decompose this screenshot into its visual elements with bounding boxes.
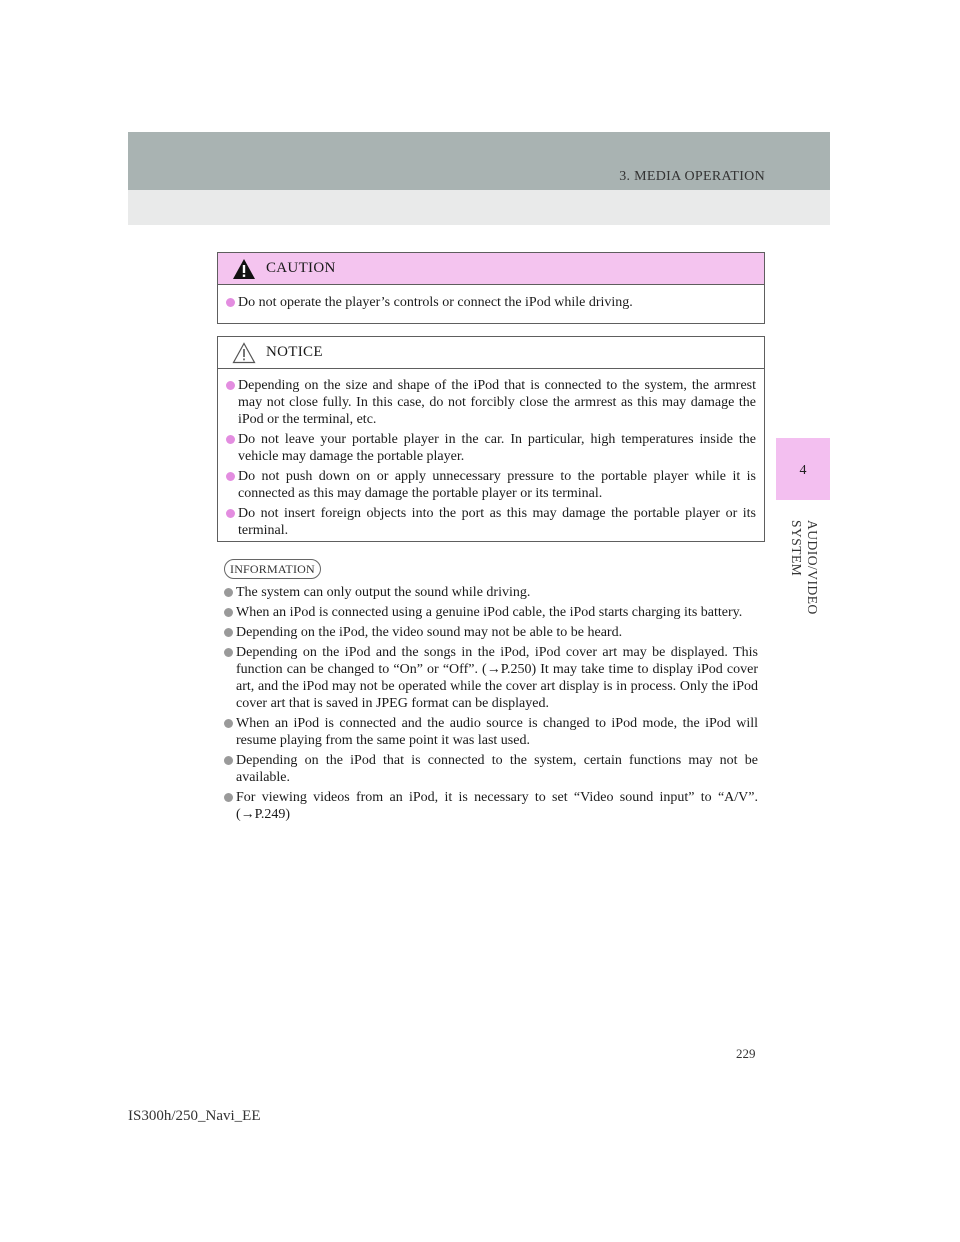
list-item: Depending on the iPod and the songs in the iPod, iPod cover art may be displayed. This function can be changed to “On” or “Off”. (→P.250) It may take time to display iPod cover art, and the iPod may not be operated while the cover art display is in process. Only the iPod cover art that is saved in JPEG format can be displayed. [224, 644, 758, 712]
bullet-icon [226, 472, 235, 481]
bullet-icon [224, 719, 233, 728]
notice-box [217, 336, 765, 542]
notice-title: NOTICE [266, 344, 323, 360]
bullet-icon [226, 298, 235, 307]
information-label: INFORMATION [224, 559, 321, 579]
caution-header [218, 253, 764, 285]
notice-list [218, 369, 764, 539]
list-item: The system can only output the sound while driving. [224, 584, 758, 601]
document-code: IS300h/250_Navi_EE [128, 1108, 261, 1124]
list-item: For viewing videos from an iPod, it is necessary to set “Video sound input” to “A/V”. (→P.249) [224, 789, 758, 823]
caution-box [217, 252, 765, 324]
warning-outline-icon [232, 342, 256, 364]
caution-title: CAUTION [266, 260, 336, 276]
bullet-icon [226, 381, 235, 390]
notice-header [218, 337, 764, 369]
list-item: Do not operate the player’s controls or connect the iPod while driving. [226, 294, 756, 311]
bullet-icon [224, 793, 233, 802]
information-list [224, 584, 758, 826]
bullet-icon [226, 435, 235, 444]
bullet-icon [224, 628, 233, 637]
list-item: Depending on the size and shape of the iPod that is connected to the system, the armrest may not close fully. In this case, do not forcibly close the armrest as this may damage the iPod or the terminal, etc. [226, 377, 756, 428]
section-title: 3. MEDIA OPERATION [619, 169, 765, 184]
list-item: Depending on the iPod, the video sound may not be able to be heard. [224, 624, 758, 641]
list-item: Do not push down on or apply unnecessary pressure to the portable player while it is connected as this may damage the portable player or its terminal. [226, 468, 756, 502]
list-item: When an iPod is connected and the audio source is changed to iPod mode, the iPod will resume playing from the same point it was last used. [224, 715, 758, 749]
warning-filled-icon [232, 258, 256, 280]
bullet-icon [224, 588, 233, 597]
chapter-number: 4 [799, 463, 807, 478]
bullet-icon [224, 756, 233, 765]
list-item: Do not leave your portable player in the car. In particular, high temperatures inside the vehicle may damage the portable player. [226, 431, 756, 465]
list-item: Depending on the iPod that is connected to the system, certain functions may not be available. [224, 752, 758, 786]
list-item: Do not insert foreign objects into the port as this may damage the portable player or its terminal. [226, 505, 756, 539]
page-number: 229 [736, 1046, 756, 1061]
header-subband [128, 190, 830, 225]
caution-list [218, 285, 764, 311]
chapter-label: AUDIO/VIDEO SYSTEM [789, 520, 820, 615]
bullet-icon [224, 648, 233, 657]
bullet-icon [226, 509, 235, 518]
list-item: When an iPod is connected using a genuine iPod cable, the iPod starts charging its battery. [224, 604, 758, 621]
bullet-icon [224, 608, 233, 617]
